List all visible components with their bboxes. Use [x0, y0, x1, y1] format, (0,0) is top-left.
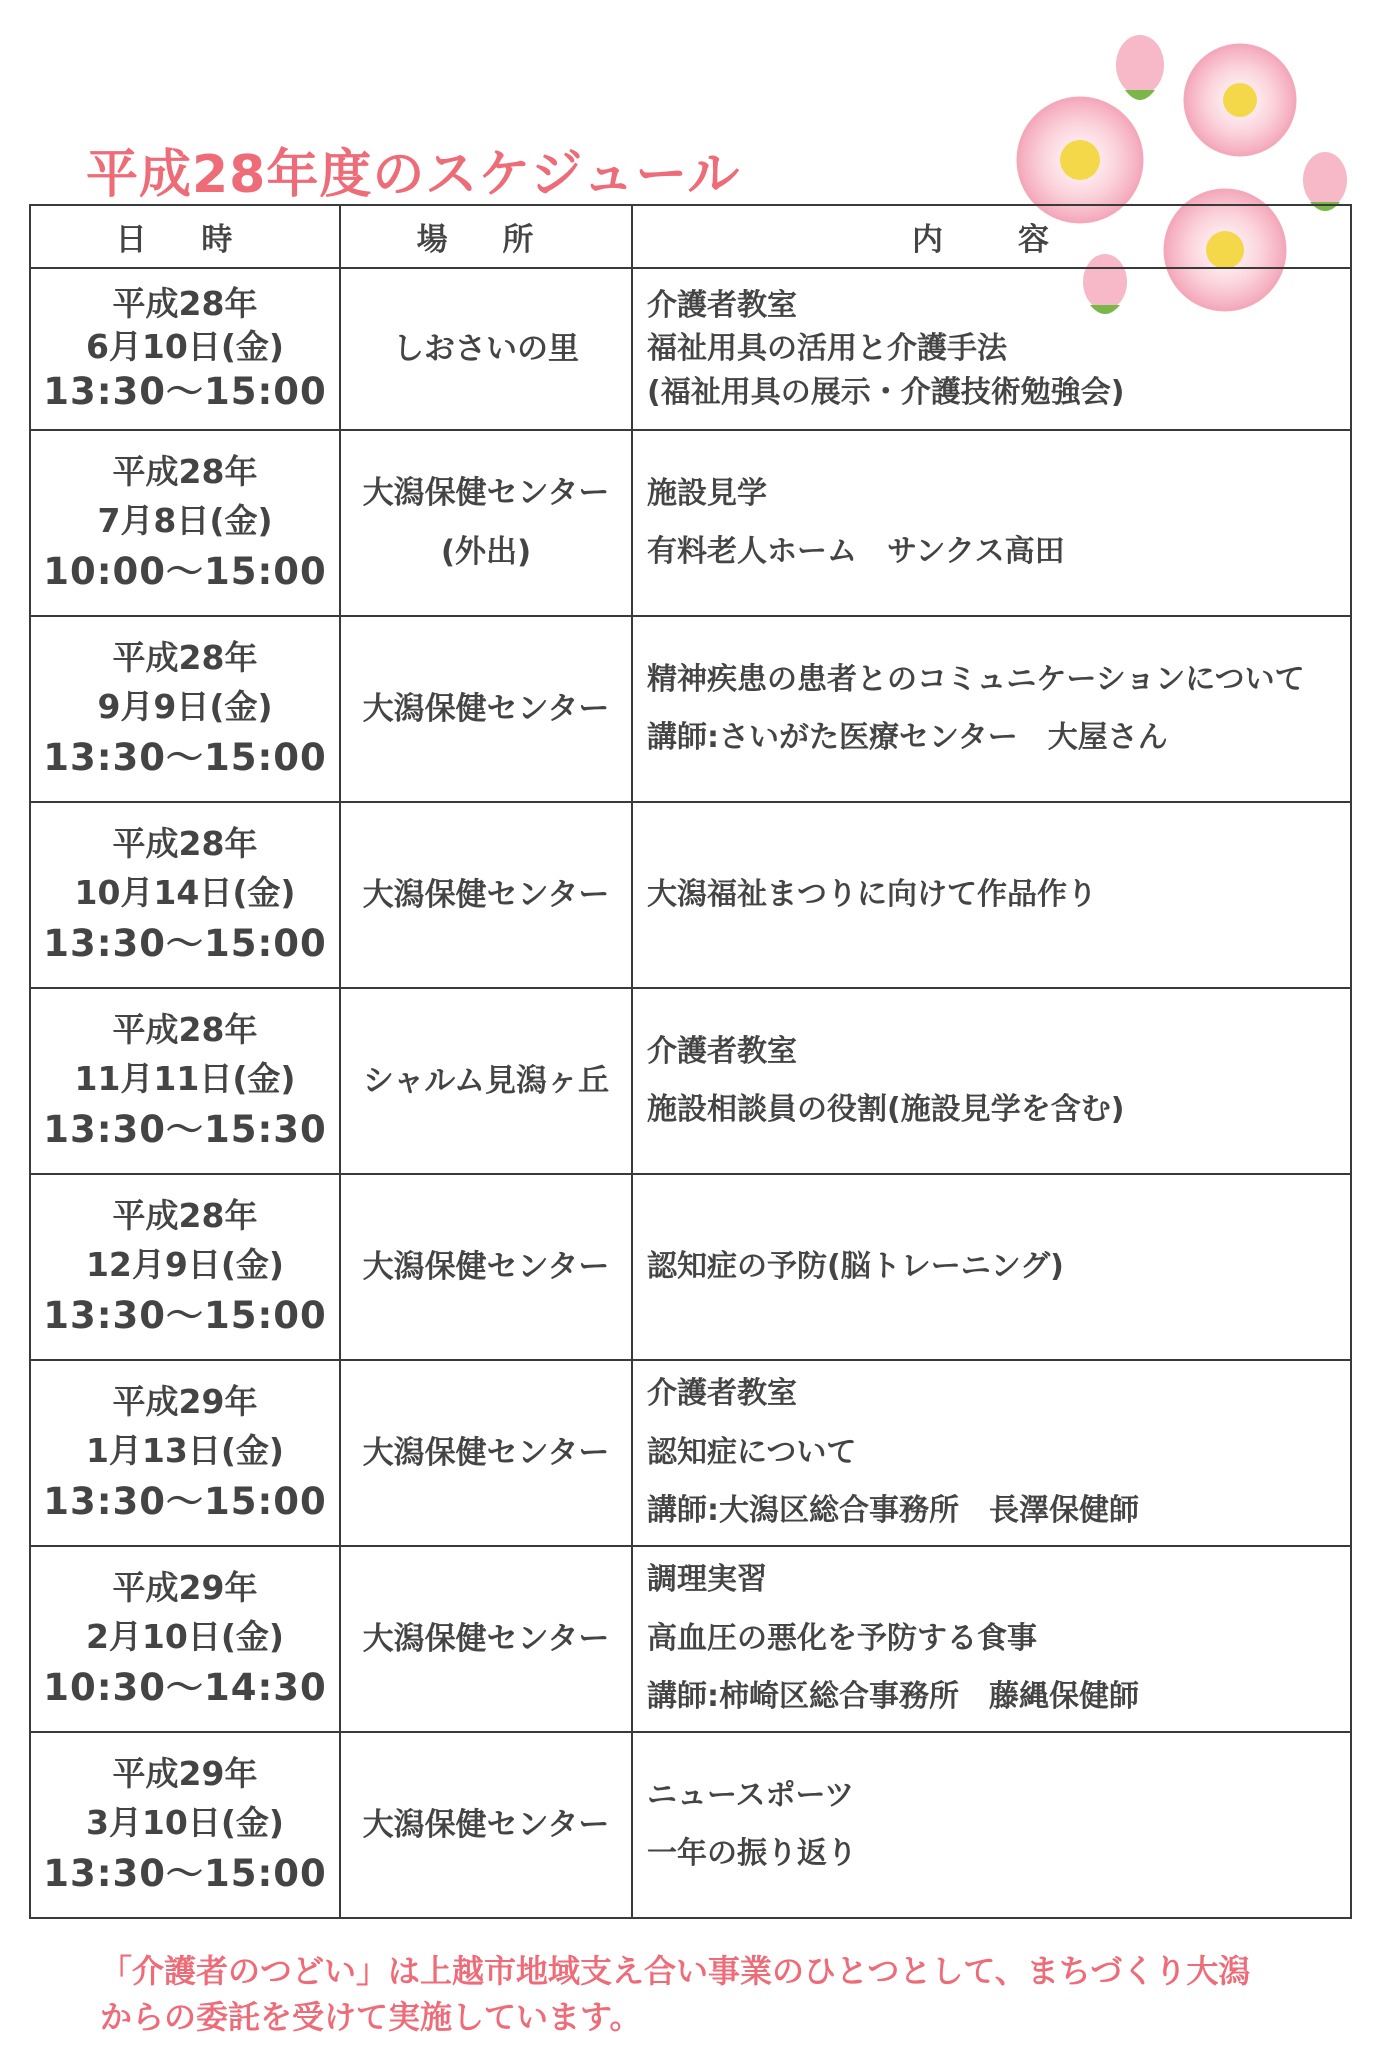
date-time: 13:30～15:00 — [43, 1852, 327, 1896]
bud-top — [1116, 35, 1164, 100]
place-cell — [340, 616, 632, 802]
table-header-row — [30, 205, 1351, 268]
date-time: 13:30～15:00 — [43, 922, 327, 966]
table-row — [30, 1174, 1351, 1360]
content-line: 講師:大潟区総合事務所 長澤保健師 — [647, 1493, 1139, 1529]
date-year: 平成28年 — [112, 823, 258, 863]
content-line: 調理実習 — [647, 1562, 767, 1598]
content-line: 一年の振り返り — [647, 1836, 857, 1871]
content-cell — [632, 1360, 1351, 1546]
table-row — [30, 430, 1351, 616]
place-cell — [340, 1732, 632, 1918]
place-cell — [340, 802, 632, 988]
content-line: 大潟福祉まつりに向けて作品作り — [647, 876, 1097, 912]
date-year: 平成28年 — [112, 283, 258, 323]
table-row — [30, 988, 1351, 1174]
header-datetime: 日 時 — [30, 205, 340, 268]
table-row — [30, 1732, 1351, 1918]
date-day: 6月10日(金) — [85, 326, 285, 366]
table-row — [30, 802, 1351, 988]
content-line: 施設相談員の役割(施設見学を含む) — [647, 1092, 1125, 1127]
footnote-line: 「介護者のつどい」は上越市地域支え合い事業のひとつとして、まちづくり大潟 — [100, 1952, 1251, 1990]
place-cell — [340, 1546, 632, 1732]
content-line: 精神疾患の患者とのコミュニケーションについて — [647, 661, 1305, 697]
place-cell — [340, 268, 632, 430]
place-cell — [340, 1174, 632, 1360]
place-line: シャルム見潟ヶ丘 — [362, 1062, 610, 1099]
place-line: しおさいの里 — [393, 330, 579, 367]
flower-top — [1185, 45, 1295, 155]
content-line: 講師:柿崎区総合事務所 藤縄保健師 — [647, 1679, 1139, 1715]
date-time: 10:30～14:30 — [43, 1666, 327, 1710]
content-cell — [632, 616, 1351, 802]
date-year: 平成29年 — [112, 1753, 258, 1793]
content-line: 高血圧の悪化を予防する食事 — [647, 1620, 1037, 1656]
place-line: 大潟保健センター — [362, 1248, 610, 1285]
content-cell — [632, 430, 1351, 616]
date-cell — [30, 1546, 340, 1732]
date-day: 3月10日(金) — [85, 1802, 285, 1842]
table-row — [30, 616, 1351, 802]
table-row — [30, 1360, 1351, 1546]
place-line: 大潟保健センター — [362, 876, 610, 913]
date-cell — [30, 430, 340, 616]
date-year: 平成28年 — [112, 451, 258, 491]
date-time: 13:30～15:30 — [43, 1108, 327, 1152]
place-cell — [340, 988, 632, 1174]
place-cell — [340, 430, 632, 616]
schedule-table — [29, 204, 1352, 1919]
date-cell — [30, 1174, 340, 1360]
footnote-line: からの委託を受けて実施しています。 — [100, 1998, 642, 2037]
date-day: 9月9日(金) — [97, 686, 273, 726]
place-line: 大潟保健センター — [362, 1620, 610, 1657]
date-year: 平成28年 — [112, 637, 258, 677]
page-title: 平成28年度のスケジュール — [86, 145, 741, 205]
content-cell — [632, 1546, 1351, 1732]
content-line: 介護者教室 — [647, 1033, 797, 1069]
content-line: 有料老人ホーム サンクス高田 — [647, 534, 1065, 569]
content-line: 介護者教室 — [647, 287, 797, 323]
place-line: 大潟保健センター — [362, 1806, 610, 1843]
content-cell — [632, 268, 1351, 430]
place-line: 大潟保健センター — [362, 690, 610, 727]
content-line: (福祉用具の展示・介護技術勉強会) — [647, 374, 1125, 410]
date-time: 13:30～15:00 — [43, 736, 327, 780]
date-year: 平成28年 — [112, 1009, 258, 1049]
date-cell — [30, 1360, 340, 1546]
header-place: 場 所 — [340, 205, 632, 268]
place-line: 大潟保健センター — [362, 1434, 610, 1471]
date-year: 平成29年 — [112, 1381, 258, 1421]
place-cell — [340, 1360, 632, 1546]
date-cell — [30, 616, 340, 802]
date-cell — [30, 268, 340, 430]
content-line: 介護者教室 — [647, 1376, 797, 1412]
date-year: 平成28年 — [112, 1195, 258, 1235]
date-cell — [30, 1732, 340, 1918]
place-line: (外出) — [440, 534, 532, 570]
date-day: 12月9日(金) — [85, 1244, 285, 1284]
content-line: 講師:さいがた医療センター 大屋さん — [647, 720, 1168, 755]
date-day: 1月13日(金) — [85, 1430, 285, 1470]
date-time: 13:30～15:00 — [43, 1294, 327, 1338]
bud-right — [1303, 152, 1347, 211]
date-day: 7月8日(金) — [97, 500, 273, 540]
table-row — [30, 1546, 1351, 1732]
content-cell — [632, 1174, 1351, 1360]
date-time: 10:00～15:00 — [43, 550, 327, 594]
content-line: 福祉用具の活用と介護手法 — [647, 331, 1007, 367]
date-day: 11月11日(金) — [74, 1058, 296, 1098]
content-line: 認知症について — [647, 1434, 857, 1470]
content-cell — [632, 802, 1351, 988]
table-row — [30, 268, 1351, 430]
date-cell — [30, 802, 340, 988]
date-day: 10月14日(金) — [74, 872, 296, 912]
date-time: 13:30～15:00 — [43, 1480, 327, 1524]
content-cell — [632, 988, 1351, 1174]
content-line: 施設見学 — [647, 475, 767, 511]
content-cell — [632, 1732, 1351, 1918]
content-line: ニュースポーツ — [647, 1777, 855, 1813]
date-year: 平成29年 — [112, 1567, 258, 1607]
date-cell — [30, 988, 340, 1174]
date-time: 13:30～15:00 — [43, 370, 327, 414]
content-line: 認知症の予防(脳トレーニング) — [647, 1248, 1064, 1284]
date-day: 2月10日(金) — [85, 1616, 285, 1656]
header-content: 内 容 — [632, 205, 1351, 268]
place-line: 大潟保健センター — [362, 475, 610, 512]
footnote — [100, 1948, 1320, 2041]
